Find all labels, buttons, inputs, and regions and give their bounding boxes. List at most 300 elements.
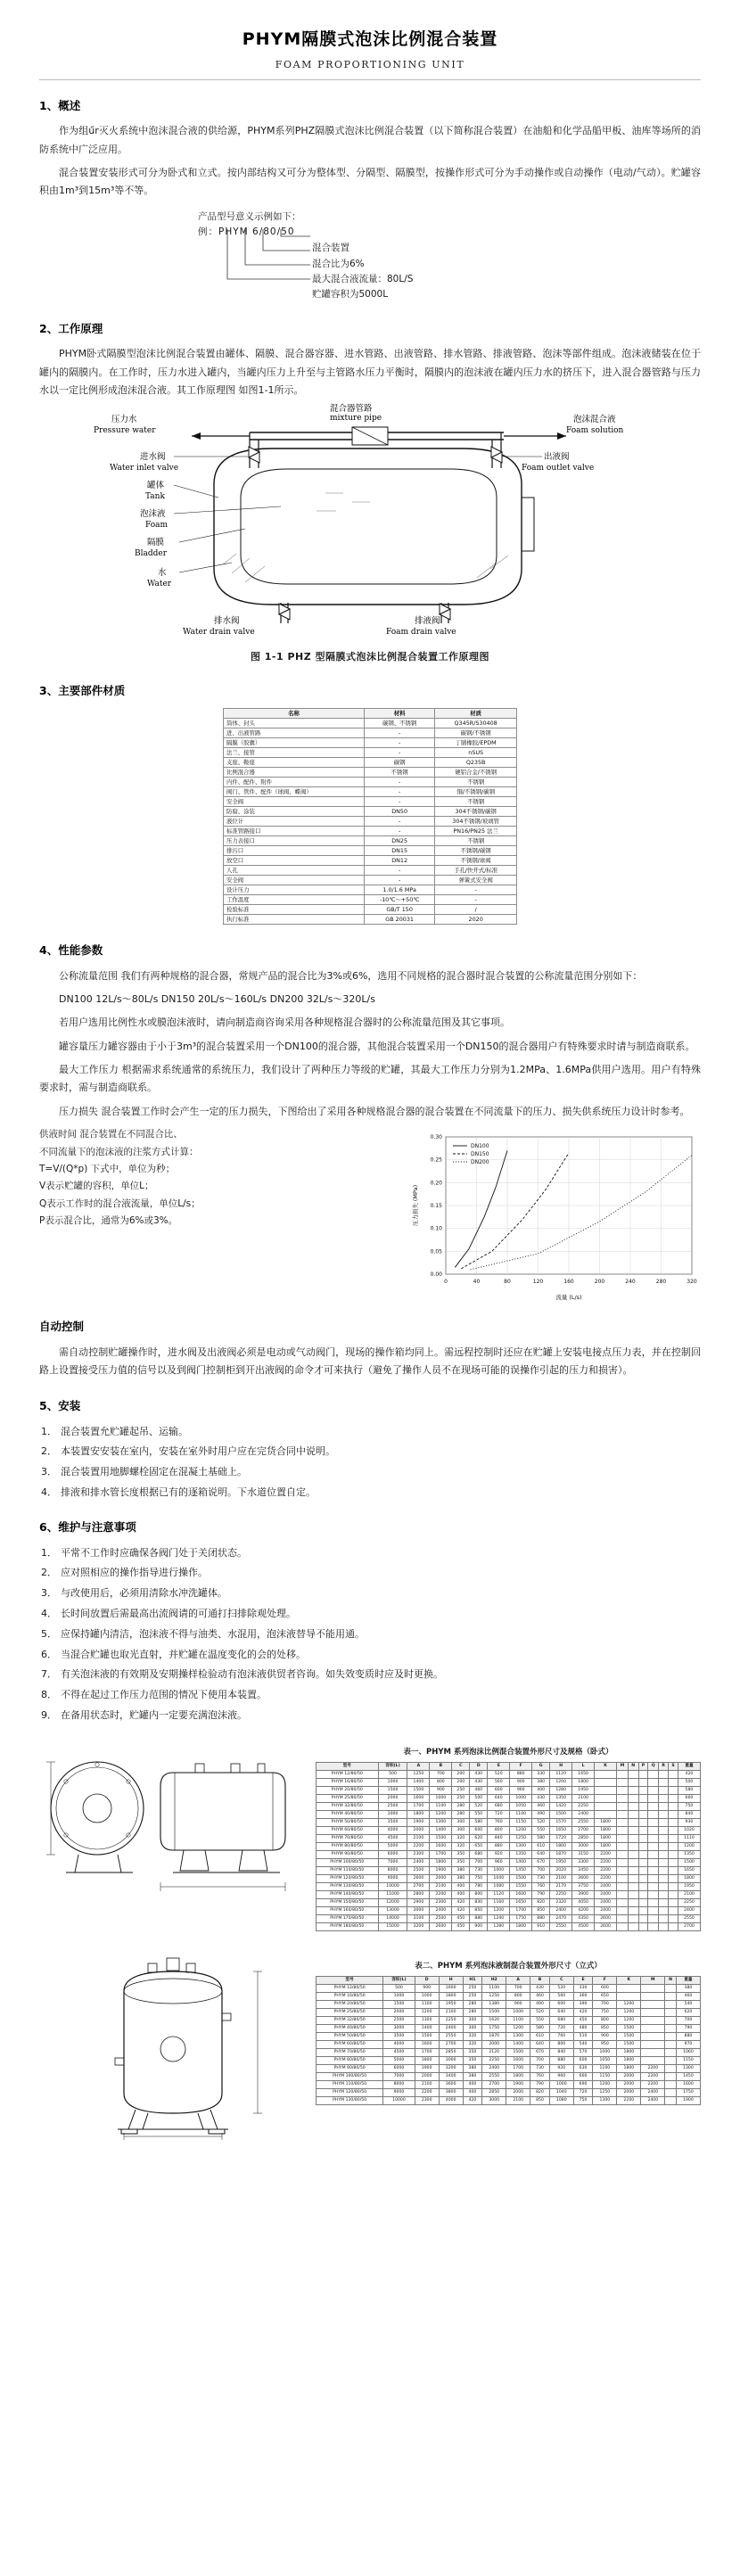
spec-table-cell: 850: [593, 2024, 617, 2032]
spec-table-cell: [638, 1810, 648, 1818]
list-item-text: 不得在起过工作压力范围的情况下使用本装置。: [61, 1689, 267, 1701]
spec-table-cell: 350: [463, 2056, 482, 2064]
spec-table-cell: [628, 1874, 638, 1882]
spec-table-cell: 250: [452, 1786, 470, 1794]
spec-table-cell: 420: [678, 1770, 700, 1778]
spec-table-cell: [659, 1906, 669, 1914]
spec-table-cell: 1200: [506, 2024, 530, 2032]
table-row: [224, 718, 517, 728]
model-legend-item: 贮罐容积为5000L: [312, 289, 389, 300]
spec-table-cell: 580: [532, 1834, 550, 1842]
spec-table-cell: 2300: [407, 1850, 430, 1858]
spec-table-cell: [659, 1850, 669, 1858]
spec-table-cell: 1150: [510, 1818, 532, 1826]
spec-table-cell: [669, 1890, 678, 1898]
material-table-cell: 排污口: [224, 845, 365, 855]
spec-table-cell: 1500: [617, 2024, 641, 2032]
spec-table-cell: 1900: [415, 2064, 439, 2072]
spec-table-cell: 1120: [488, 1890, 510, 1898]
model-legend-title: 产品型号意义示例如下：: [198, 210, 301, 222]
spec-table-cell: 2400: [678, 1906, 700, 1914]
spec-table-cell: [665, 2088, 677, 2096]
spec-table-cell: [617, 1866, 629, 1874]
supply-time-line: 供液时间 混合装置在不同混合比、: [39, 1129, 183, 1140]
table-row: [224, 855, 517, 865]
spec-table-cell: PHYM 140/80/50: [317, 1890, 379, 1898]
material-table-cell: 不锈钢: [435, 796, 517, 806]
material-table-cell: 碳钢、不锈钢: [364, 718, 434, 728]
spec-table-cell: 2500: [383, 2016, 415, 2024]
svg-text:DN200: DN200: [471, 1159, 489, 1166]
spec-table-cell: 1500: [378, 1786, 407, 1794]
list-item-text: 长时间放置后需最高出流阀请的可通打扫排除观处理。: [61, 1608, 296, 1620]
model-legend-item: 混合比为6%: [312, 258, 365, 269]
spec-table-cell: [669, 1866, 678, 1874]
spec-table-cell: 2900: [407, 1898, 430, 1906]
spec-table-header: F: [593, 1976, 617, 1984]
spec-table-cell: 12000: [378, 1898, 407, 1906]
table-row: [317, 2048, 701, 2056]
spec-table-cell: 280: [452, 1802, 470, 1810]
spec-table-cell: 2400: [407, 1858, 430, 1866]
spec-table-cell: 2200: [641, 2064, 665, 2072]
spec-table-cell: 910: [532, 1922, 550, 1930]
spec-table-cell: 10000: [378, 1882, 407, 1890]
spec-table-header: K: [595, 1762, 617, 1770]
spec-table-cell: [617, 1992, 641, 2000]
principle-diagram-svg: [58, 403, 682, 637]
table-row: [317, 1818, 701, 1826]
spec-table-cell: 1000: [510, 1794, 532, 1802]
spec-table-cell: PHYM 70/80/50: [317, 2048, 383, 2056]
material-table-cell: GB 20031: [364, 914, 434, 924]
spec-table-cell: [628, 1778, 638, 1786]
spec-table-cell: 700: [593, 2000, 617, 2008]
spec-table-cell: 1750: [510, 1914, 532, 1922]
spec-table-cell: 200: [452, 1770, 470, 1778]
spec-table-vertical: [316, 1976, 701, 2105]
svg-text:240: 240: [625, 1279, 636, 1286]
spec-table-cell: [595, 1778, 617, 1786]
material-table-cell: 手孔/快开式/标准: [435, 865, 517, 875]
spec-table-cell: [641, 2048, 665, 2056]
spec-table-cell: 1000: [415, 1992, 439, 2000]
spec-table-cell: 3150: [572, 1850, 595, 1858]
spec-table-cell: 820: [532, 1898, 550, 1906]
table-row: [317, 2072, 701, 2080]
diagram-label-inlet-valve-en: Water inlet valve: [110, 463, 179, 473]
spec-table-cell: 1650: [572, 1770, 595, 1778]
spec-table-cell: 800: [549, 2040, 573, 2048]
spec-table-cell: 2100: [550, 1874, 572, 1882]
spec-table-header: S: [669, 1762, 678, 1770]
spec-table-cell: 700: [530, 2056, 550, 2064]
spec-table-cell: [665, 2080, 677, 2088]
supply-time-line: 不同流量下的泡沫液的注浆方式计算：: [39, 1146, 199, 1157]
table-row: [224, 757, 517, 767]
spec-table-cell: 380: [532, 1778, 550, 1786]
spec-table-header: N: [665, 1976, 677, 1984]
material-table-cell: -: [364, 728, 434, 737]
material-table-cell: -: [364, 826, 434, 835]
spec-table-cell: 2100: [430, 1882, 452, 1890]
svg-text:0: 0: [444, 1279, 448, 1286]
diagram-label-mixer-cn: 混合器管路: [330, 403, 373, 414]
section-4-heading: 4、性能参数: [39, 942, 103, 957]
spec-table-cell: 760: [530, 2072, 550, 2080]
material-table-cell: 不锈钢: [435, 835, 517, 845]
spec-table-cell: [638, 1818, 648, 1826]
spec-table-cell: 490: [532, 1810, 550, 1818]
spec-table-cell: 960: [549, 2072, 573, 2080]
spec-table-cell: 1000: [593, 2048, 617, 2056]
spec-table-cell: 1350: [550, 1794, 572, 1802]
section-4-para-3: 若用户选用比例性水或膜泡沫液时，请向制造商咨询采用各种规格混合器时的公称流量范围及其它事项。: [59, 1016, 510, 1029]
spec-table-cell: 2250: [550, 1890, 572, 1898]
spec-table-cell: 600: [488, 1786, 510, 1794]
spec-table-cell: [628, 1914, 638, 1922]
spec-table-cell: [641, 2032, 665, 2040]
spec-table-cell: 550: [530, 2016, 550, 2024]
spec-table-cell: 450: [452, 1922, 470, 1930]
list-item: [39, 1605, 701, 1623]
diagram-label-foam-solution-cn: 泡沫混合液: [573, 414, 616, 424]
spec-table-cell: [628, 1770, 638, 1778]
supply-time-line: P表示混合比，通常为6%或3%。: [39, 1215, 178, 1227]
svg-text:160: 160: [563, 1279, 574, 1286]
spec-table-cell: 1800: [572, 1778, 595, 1786]
svg-text:0.05: 0.05: [430, 1248, 442, 1255]
spec-table-cell: 1500: [617, 2040, 641, 2048]
spec-table-cell: 300: [452, 1818, 470, 1826]
spec-table-cell: [617, 1850, 629, 1858]
spec-table-cell: 1000: [383, 1992, 415, 2000]
spec-table-cell: 280: [463, 2000, 482, 2008]
spec-table-cell: PHYM 100/80/50: [317, 1858, 379, 1866]
spec-table-cell: 2200: [407, 1842, 430, 1850]
spec-table-cell: 6000: [378, 1850, 407, 1858]
spec-table-cell: 1000: [488, 1866, 510, 1874]
spec-table-cell: [617, 1898, 629, 1906]
spec-table-cell: 1600: [439, 1984, 463, 1992]
spec-table-cell: [617, 1874, 629, 1882]
spec-table-cell: 790: [530, 2080, 550, 2088]
table-row: [317, 2096, 701, 2104]
table-row: [317, 2032, 701, 2040]
spec-table-cell: 1800: [439, 1992, 463, 2000]
material-table-cell: 不锈钢: [364, 767, 434, 777]
spec-table-cell: PHYM 80/80/50: [317, 1842, 379, 1850]
list-item-text: 与改使用后，必须用清除水冲洗罐体。: [61, 1587, 227, 1600]
spec-table-cell: [628, 1866, 638, 1874]
spec-table-cell: 1500: [415, 2032, 439, 2040]
spec-table-cell: 300: [452, 1826, 470, 1834]
spec-table-header: N: [628, 1762, 638, 1770]
material-table-cell: -: [364, 737, 434, 747]
spec-table-cell: 350: [463, 2048, 482, 2056]
svg-text:0.30: 0.30: [430, 1134, 442, 1141]
spec-table-cell: [617, 1770, 629, 1778]
spec-table-cell: 1800: [415, 2056, 439, 2064]
spec-table-cell: [669, 1922, 678, 1930]
spec-table-header: 容积(L): [383, 1976, 415, 1984]
spec-table-header: H: [439, 1976, 463, 1984]
spec-table-cell: [617, 1786, 629, 1794]
spec-table-cell: [665, 2096, 677, 2104]
spec-table-cell: [638, 1778, 648, 1786]
spec-table-cell: 880: [676, 2032, 700, 2040]
material-table-cell: 硬铝合金/不锈钢: [435, 767, 517, 777]
spec-table-cell: 4200: [572, 1906, 595, 1914]
vertical-tank-drawing: [39, 1951, 307, 2143]
spec-table-cell: 1400: [430, 1826, 452, 1834]
material-table-cell: -: [435, 885, 517, 894]
material-table-cell: 不锈钢: [435, 777, 517, 786]
spec-table-cell: 380: [463, 2072, 482, 2080]
spec-table-cell: 750: [470, 1874, 488, 1882]
spec-table-cell: PHYM 160/80/50: [317, 1906, 379, 1914]
spec-table-cell: 13000: [378, 1906, 407, 1914]
spec-table-cell: [617, 1794, 629, 1802]
spec-table-cell: 1650: [550, 1826, 572, 1834]
spec-table-cell: 1650: [678, 1866, 700, 1874]
spec-table-cell: 380: [452, 1866, 470, 1874]
spec-table-cell: 2700: [572, 1826, 595, 1834]
spec-table-cell: 600: [573, 2056, 593, 2064]
list-item-number: 5．: [41, 1627, 57, 1640]
spec-table-cell: 2100: [572, 1794, 595, 1802]
spec-table-cell: [617, 1914, 629, 1922]
spec-table-cell: 880: [510, 1770, 532, 1778]
table-row: [317, 1842, 701, 1850]
diagram-label-foam-drain-cn: 排液阀: [415, 615, 440, 626]
spec-table-cell: [669, 1778, 678, 1786]
spec-table-cell: [595, 1786, 617, 1794]
spec-table-cell: 1450: [676, 2072, 700, 2080]
list-item: [39, 1443, 701, 1461]
list-item: [39, 1423, 701, 1441]
spec-table-cell: 2800: [407, 1890, 430, 1898]
spec-table-cell: 1700: [415, 2048, 439, 2056]
spec-table-cell: PHYM 60/80/50: [317, 2040, 383, 2048]
table-row: [224, 826, 517, 835]
material-table-cell: 隔膜（胶囊）: [224, 737, 365, 747]
spec-table-cell: [665, 2048, 677, 2056]
spec-table-cell: 250: [452, 1794, 470, 1802]
spec-table-header: 型号: [317, 1762, 379, 1770]
list-item: [39, 1646, 701, 1664]
spec-table-cell: 320: [463, 2040, 482, 2048]
spec-table-cell: [659, 1842, 669, 1850]
list-item-text: 应保持罐内清洁，泡沫液不得与油类、水混用，泡沫液替导不能用通。: [61, 1627, 365, 1640]
spec-table-cell: 2100: [415, 2080, 439, 2088]
spec-table-cell: 580: [470, 1818, 488, 1826]
spec-table-header: A: [506, 1976, 530, 1984]
spec-table-cell: 3000: [482, 2096, 506, 2104]
spec-table-cell: 2300: [430, 1898, 452, 1906]
spec-table-cell: [659, 1922, 669, 1930]
material-table-cell: DN12: [364, 855, 434, 865]
material-table-cell: 阀门、管件、配件（球阀、蝶阀）: [224, 786, 365, 796]
list-item-number: 1．: [41, 1546, 57, 1559]
spec-table-cell: 2200: [595, 1858, 617, 1866]
spec-table-cell: 250: [463, 1992, 482, 2000]
page-title: PHYM隔膜式泡沫比例混合装置: [242, 29, 498, 49]
spec-table-cell: [659, 1786, 669, 1794]
spec-table-cell: 1600: [676, 2080, 700, 2088]
spec-table-cell: 430: [532, 1794, 550, 1802]
spec-table-cell: 390: [573, 2000, 593, 2008]
spec-table-cell: 520: [549, 1984, 573, 1992]
spec-table-header: 型号: [317, 1976, 383, 1984]
spec-table-cell: 500: [378, 1770, 407, 1778]
spec-table-cell: 1040: [549, 2088, 573, 2096]
spec-table-cell: 1800: [506, 2072, 530, 2080]
spec-table-cell: 1240: [488, 1914, 510, 1922]
table-row: [317, 1866, 701, 1874]
spec-table-horizontal: [316, 1762, 701, 1931]
spec-table-cell: 1950: [550, 1858, 572, 1866]
spec-table-cell: [641, 2056, 665, 2064]
diagram-label-water-drain-cn: 排水阀: [214, 615, 240, 626]
spec-table-cell: 690: [573, 2080, 593, 2088]
spec-table-cell: 1600: [506, 2056, 530, 2064]
spec-table-cell: 600: [470, 1826, 488, 1834]
spec-table-cell: 1380: [482, 2000, 506, 2008]
spec-table-cell: 1350: [678, 1850, 700, 1858]
spec-table-cell: 1800: [678, 1874, 700, 1882]
diagram-label-pressure-water-cn: 压力水: [111, 414, 137, 424]
spec-table-cell: 1400: [407, 1778, 430, 1786]
spec-table-cell: 2700: [482, 2080, 506, 2088]
spec-table-cell: 2550: [439, 2032, 463, 2040]
spec-table-2-caption: 表二、PHYM 系列泡沫液制混合装置外形尺寸（立式）: [415, 1961, 602, 1971]
spec-table-cell: 2000: [506, 2088, 530, 2096]
diagram-label-water-cn: 水: [158, 567, 167, 578]
table-row: [317, 1914, 701, 1922]
spec-table-cell: [665, 2064, 677, 2072]
table-row: [317, 1850, 701, 1858]
spec-table-cell: [669, 1882, 678, 1890]
spec-table-cell: 960: [510, 1786, 532, 1794]
spec-table-cell: 2300: [415, 2096, 439, 2104]
spec-table-cell: 850: [470, 1906, 488, 1914]
material-table-cell: 碳钢: [364, 757, 434, 767]
spec-table-cell: [659, 1794, 669, 1802]
spec-table-cell: [659, 1834, 669, 1842]
spec-table-cell: 650: [593, 1992, 617, 2000]
spec-table-cell: 320: [463, 2032, 482, 2040]
spec-table-cell: 6000: [383, 2064, 415, 2072]
list-item-number: 3．: [41, 1587, 57, 1600]
spec-table-cell: [665, 2016, 677, 2024]
table-row: [224, 747, 517, 757]
spec-table-cell: 1250: [482, 1992, 506, 2000]
spec-table-cell: [648, 1778, 659, 1786]
spec-table-header: F: [510, 1762, 532, 1770]
list-item: [39, 1584, 701, 1602]
spec-table-cell: 600: [593, 1984, 617, 1992]
list-item-text: 排液和排水管长度根据已有的逐箱说明。下水道位置自定。: [61, 1486, 316, 1498]
spec-table-cell: 2200: [595, 1866, 617, 1874]
spec-table-cell: 1800: [617, 2056, 641, 2064]
table-row: [224, 865, 517, 875]
spec-table-cell: [628, 1890, 638, 1898]
spec-table-cell: 14000: [378, 1914, 407, 1922]
spec-table-cell: 1700: [430, 1850, 452, 1858]
spec-table-cell: 350: [452, 1858, 470, 1866]
spec-table-cell: [648, 1914, 659, 1922]
spec-table-cell: 3450: [572, 1866, 595, 1874]
spec-table-header: H2: [482, 1976, 506, 1984]
spec-table-cell: 2600: [595, 1914, 617, 1922]
spec-table-cell: 1900: [407, 1818, 430, 1826]
spec-table-cell: [641, 1984, 665, 1992]
spec-table-cell: 3500: [383, 2032, 415, 2040]
spec-table-cell: [628, 1834, 638, 1842]
spec-table-cell: 400: [452, 1890, 470, 1898]
supply-time-formula-block: [39, 1126, 333, 1230]
material-table-cell: 法兰、接管: [224, 747, 365, 757]
spec-table-cell: 550: [470, 1810, 488, 1818]
spec-table-cell: PHYM 50/80/50: [317, 2032, 383, 2040]
material-table-cell: DN15: [364, 845, 434, 855]
spec-table-cell: 460: [532, 1802, 550, 1810]
spec-table-cell: [648, 1810, 659, 1818]
supply-time-line: Q表示工作时的混合液流量，单位L/s；: [39, 1197, 201, 1209]
spec-table-cell: [665, 2032, 677, 2040]
spec-table-cell: [641, 2040, 665, 2048]
svg-text:DN150: DN150: [471, 1151, 489, 1158]
material-table-cell: -: [364, 796, 434, 806]
spec-table-cell: [659, 1810, 669, 1818]
spec-table-cell: [638, 1898, 648, 1906]
spec-table-cell: 700: [676, 2016, 700, 2024]
spec-table-cell: PHYM 80/80/50: [317, 2056, 383, 2064]
spec-table-cell: 1400: [506, 2040, 530, 2048]
spec-table-cell: 1950: [678, 1882, 700, 1890]
spec-table-cell: 650: [470, 1842, 488, 1850]
material-table-cell: nSUS: [435, 747, 517, 757]
list-item-number: 3．: [41, 1466, 57, 1478]
svg-text:120: 120: [532, 1279, 544, 1286]
spec-table-cell: 1500: [678, 1858, 700, 1866]
spec-table-cell: 1300: [593, 2096, 617, 2104]
spec-table-cell: 360: [573, 1992, 593, 2000]
spec-table-cell: 760: [532, 1882, 550, 1890]
spec-table-cell: 790: [676, 2024, 700, 2032]
spec-table-cell: [617, 1842, 629, 1850]
spec-table-cell: 380: [452, 1874, 470, 1882]
material-table-cell: 防腐、涂装: [224, 806, 365, 816]
spec-table-cell: 380: [463, 2064, 482, 2072]
list-item-number: 4．: [41, 1608, 57, 1620]
spec-table-cell: 880: [532, 1914, 550, 1922]
spec-table-cell: 720: [549, 2024, 573, 2032]
material-table-cell: -: [364, 786, 434, 796]
spec-table-cell: PHYM 20/80/50: [317, 1786, 379, 1794]
spec-table-cell: 840: [549, 2048, 573, 2056]
spec-table-cell: 1200: [510, 1826, 532, 1834]
installation-list: [39, 1423, 701, 1502]
spec-table-header: C: [549, 1976, 573, 1984]
spec-table-cell: 9000: [378, 1874, 407, 1882]
list-item-text: 有关泡沫液的有效期及安期操样检验动有泡沫液供贸者咨询。如失效变质时应及时更换。: [61, 1668, 443, 1681]
spec-table-cell: [669, 1858, 678, 1866]
section-1-para-1: 作为组űr灭火系统中泡沫混合液的供给源，PHYM系列PHZ隔膜式泡沫比例混合装置（以下简称混合装置）在油船和化学品船甲板、油库等场所的消防系统中广泛应用。: [39, 125, 701, 155]
spec-table-cell: 680: [470, 1850, 488, 1858]
material-table-cell: 放空口: [224, 855, 365, 865]
